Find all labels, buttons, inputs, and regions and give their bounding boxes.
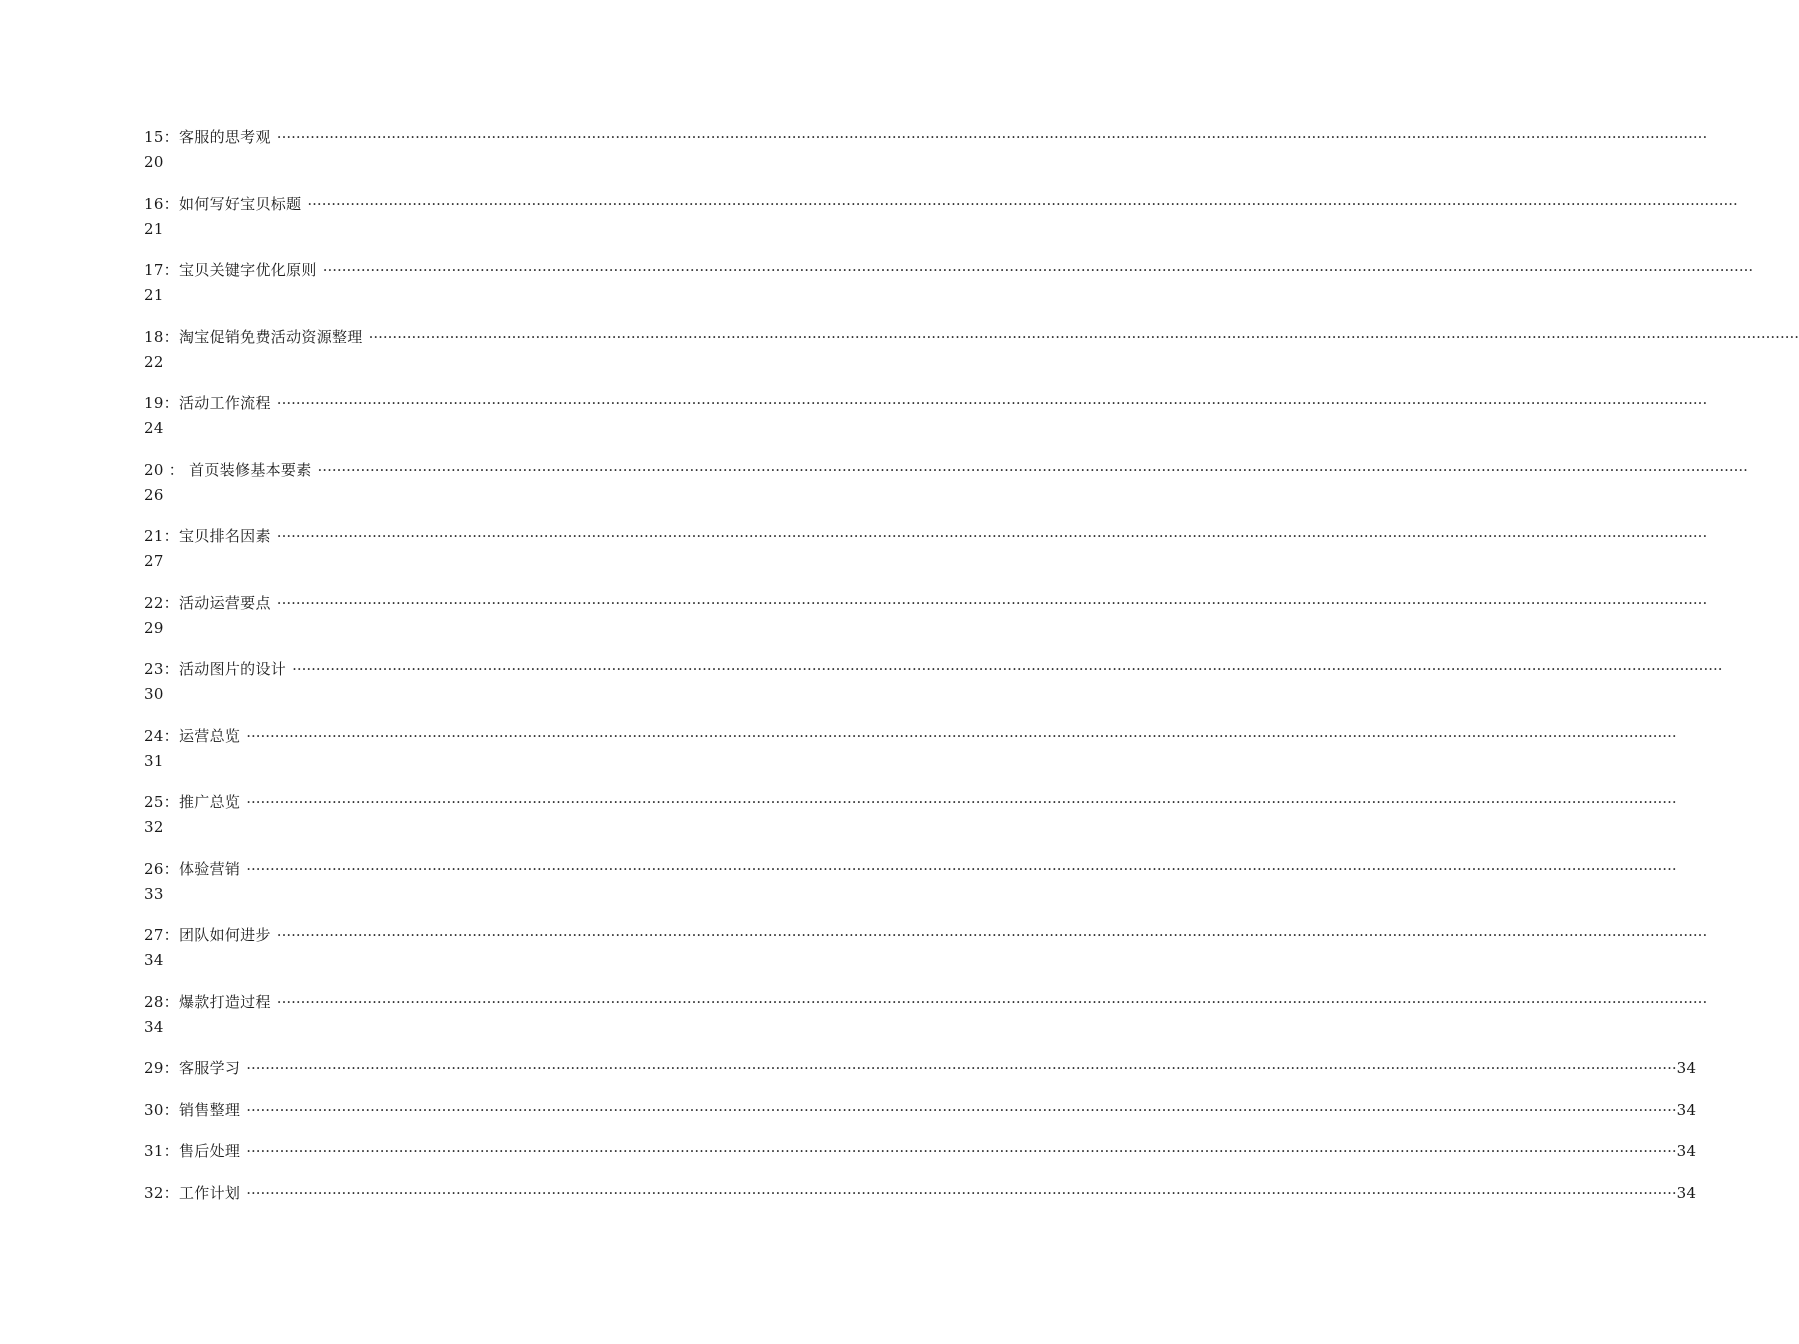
toc-entry-page: 34 [1676, 1100, 1697, 1119]
dot-leader: ············································································································································································································································································································ [246, 1142, 1677, 1161]
toc-entry[interactable] [144, 591, 1708, 641]
toc-entry-page: 33 [144, 884, 164, 903]
toc-entry-page: 34 [1676, 1059, 1697, 1077]
toc-entry-title: 30：销售整理 [144, 1100, 241, 1119]
dot-leader: ············································································································································································································································································································ [246, 1100, 1677, 1119]
toc-entry-title: 26：体验营销 [144, 859, 241, 878]
dot-leader: ············································································································································································································································································································ [368, 327, 1799, 346]
toc-entry[interactable] [144, 923, 1708, 973]
dot-leader: ············································································································································································································································································································ [276, 527, 1708, 545]
toc-entry-page: 32 [144, 818, 164, 836]
toc-entry[interactable] [144, 990, 1708, 1040]
dot-leader: ············································································································································································································································································································ [246, 859, 1677, 878]
toc-entry-title: 25：推广总览 [144, 793, 241, 811]
dot-leader: ············································································································································································································································································································ [246, 726, 1677, 745]
toc-entry-title: 27：团队如何进步 [144, 926, 271, 944]
toc-entry-title: 31：售后处理 [144, 1142, 241, 1161]
toc-entry[interactable] [144, 1181, 1697, 1206]
dot-leader: ············································································································································································································································································································ [246, 1184, 1677, 1203]
toc-entry-title: 20 ： 首页装修基本要素 [144, 460, 312, 479]
toc-entry-page: 21 [144, 219, 164, 238]
dot-leader: ············································································································································································································································································································ [276, 128, 1708, 146]
toc-entry-title: 32：工作计划 [144, 1184, 241, 1203]
toc-entry[interactable] [144, 391, 1708, 441]
toc-entry-page: 21 [144, 286, 164, 304]
toc-entry[interactable] [144, 790, 1677, 840]
toc-entry-page: 34 [1676, 1142, 1697, 1161]
toc-entry-title: 17：宝贝关键字优化原则 [144, 261, 317, 279]
dot-leader: ············································································································································································································································································································ [276, 593, 1708, 612]
toc-entry-title: 18：淘宝促销免费活动资源整理 [144, 327, 363, 346]
toc-entry[interactable] [144, 524, 1708, 574]
dot-leader: ············································································································································································································································································································ [276, 394, 1708, 412]
toc-entry-title: 22：活动运营要点 [144, 593, 271, 612]
toc-entry-title: 16：如何写好宝贝标题 [144, 194, 302, 213]
toc-entry[interactable] [144, 724, 1677, 774]
toc-entry[interactable] [144, 125, 1708, 175]
toc-entry[interactable] [144, 458, 1748, 508]
toc-entry-page: 26 [144, 485, 164, 504]
toc-entry-page: 30 [144, 685, 164, 703]
toc-entry-title: 21：宝贝排名因素 [144, 527, 271, 545]
toc-entry[interactable] [144, 1139, 1697, 1164]
toc-entry-page: 27 [144, 552, 164, 570]
toc-entry-title: 29：客服学习 [144, 1059, 241, 1077]
toc-entry-title: 28：爆款打造过程 [144, 992, 271, 1011]
toc-entry[interactable] [144, 1098, 1697, 1123]
dot-leader: ············································································································································································································································································································ [246, 1059, 1677, 1077]
toc-entry[interactable] [144, 192, 1738, 242]
toc-entry-page: 31 [144, 751, 164, 770]
toc-entry-page: 24 [144, 419, 164, 437]
dot-leader: ············································································································································································································································································································ [276, 926, 1708, 944]
toc-entry[interactable] [144, 657, 1723, 707]
toc-entry[interactable] [144, 325, 1799, 375]
toc-entry[interactable] [144, 258, 1754, 308]
dot-leader: ············································································································································································································································································································ [322, 261, 1754, 279]
dot-leader: ············································································································································································································································································································ [317, 460, 1748, 479]
toc-entry-page: 20 [144, 153, 164, 171]
toc-entry-title: 24：运营总览 [144, 726, 241, 745]
table-of-contents [144, 125, 1799, 1223]
toc-entry-page: 34 [144, 1017, 164, 1036]
toc-entry[interactable] [144, 857, 1677, 907]
toc-entry-title: 19：活动工作流程 [144, 394, 271, 412]
dot-leader: ············································································································································································································································································································ [246, 793, 1677, 811]
toc-entry-page: 34 [144, 951, 164, 969]
toc-entry-page: 29 [144, 618, 164, 637]
dot-leader: ············································································································································································································································································································ [292, 660, 1723, 678]
dot-leader: ············································································································································································································································································································ [307, 194, 1738, 213]
toc-entry-page: 22 [144, 352, 164, 371]
toc-entry[interactable] [144, 1056, 1697, 1081]
toc-entry-page: 34 [1676, 1184, 1697, 1203]
toc-entry-title: 23：活动图片的设计 [144, 660, 287, 678]
toc-entry-title: 15：客服的思考观 [144, 128, 271, 146]
dot-leader: ············································································································································································································································································································ [276, 992, 1708, 1011]
